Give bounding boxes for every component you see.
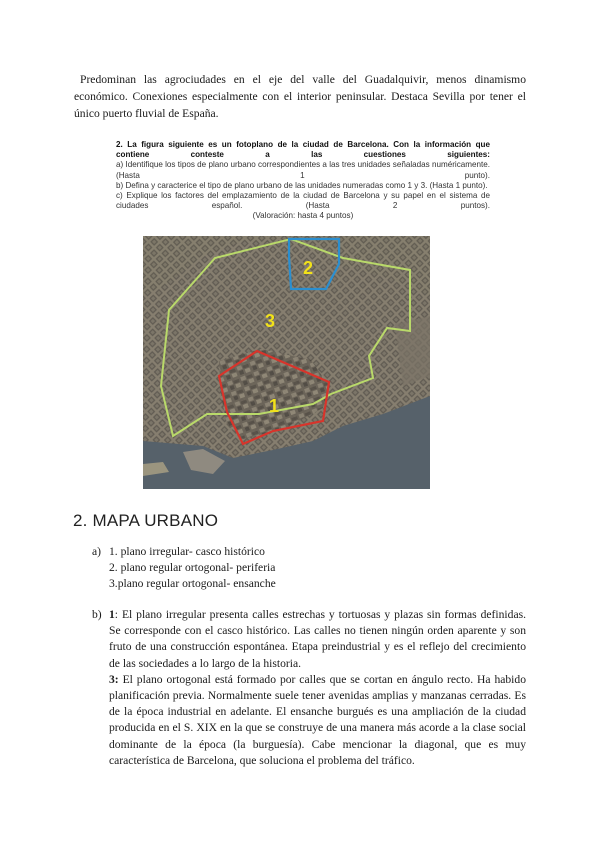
answer-b-marker: b): [92, 608, 102, 621]
answer-b-paragraph-2: [109, 672, 526, 769]
question-title: 2. La figura siguiente es un fotoplano de la ciudad de Barcelona. Con la información que contiene conteste a las cuestiones siguientes:: [116, 140, 490, 160]
answer-b-p1-number: 1: [109, 608, 115, 621]
intro-paragraph: [74, 71, 526, 122]
section-title: 2. MAPA URBANO: [73, 511, 219, 530]
list-item: 3.plano regular ortogonal- ensanche: [109, 577, 276, 590]
list-item: 1. plano irregular- casco histórico: [109, 545, 265, 558]
answer-b-p1-text: : El plano irregular presenta calles estrechas y tortuosas y plazas sin formas definidas. Se corresponde con el casco histórico. Las calles no tienen ningún orden aparente y son fruto de una construcción espontánea. Etapa preindustrial y es el reflejo del crecimiento de las sociedades a lo largo de la historia.: [109, 608, 526, 670]
zone-3-label: 3: [265, 311, 276, 331]
answer-b-paragraph-1: [109, 607, 526, 672]
intro-text: Predominan las agrociudades en el eje del valle del Guadalquivir, menos dinamismo económico. Conexiones especialmente con el interior peninsular. Destaca Sevilla por tener el único puerto fluvial de España.: [74, 73, 526, 120]
zone-1-label: 1: [269, 396, 280, 416]
list-item: 2. plano regular ortogonal- periferia: [109, 561, 276, 574]
answer-a-marker: a): [92, 545, 102, 558]
answer-b-text: [109, 607, 526, 769]
zone-2-label: 2: [303, 258, 314, 278]
question-block: [116, 140, 490, 222]
question-part-b: b) Defina y caracterice el tipo de plano urbano de las unidades numeradas como 1 y 3. (Hasta 1 punto).: [116, 180, 488, 190]
question-score: (Valoración: hasta 4 puntos): [252, 211, 354, 221]
answer-a-items: [109, 544, 409, 592]
question-part-c: c) Explique los factores del emplazamiento de la ciudad de Barcelona y su papel en el sistema de ciudades español. (Hasta 2 puntos).: [116, 191, 490, 211]
answer-b-p2-text: El plano ortogonal está formado por calles que se cortan en ángulo recto. Ha habido planificación previa. Normalmente suele tener avenidas amplias y manzanas cerradas. Es de la época industrial en adelante. El ensanche burgués es una ampliación de la ciudad producida en el S. XIX en la que se construye de una manera más acorde a la clase social dominante de la época (la burguesía). Cabe mencionar la diagonal, que es muy característica de Barcelona, que soluciona el problema del tráfico.: [109, 672, 526, 767]
barcelona-aerial-map: [143, 236, 430, 489]
answer-b-p2-number: 3:: [109, 672, 119, 686]
question-part-a: a) Identifique los tipos de plano urbano correspondientes a las tres unidades señaladas numéricamente. (Hasta 1 punto).: [116, 160, 490, 180]
map-image: [143, 236, 430, 489]
